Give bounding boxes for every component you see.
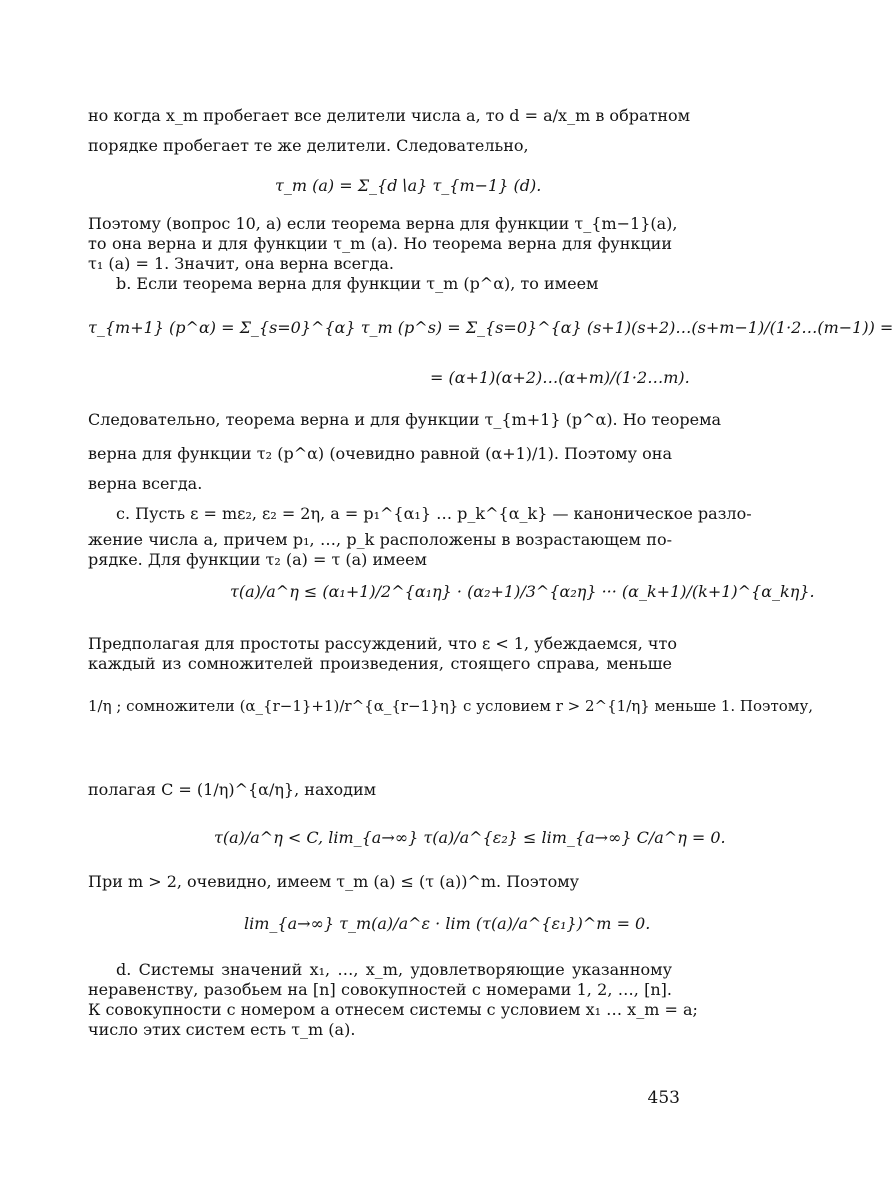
text-line-10: c. Пусть ε = mε₂, ε₂ = 2η, a = p₁^{α₁} … p_k^{α_k} — каноническое разло-: [116, 504, 752, 523]
text-line-7: Следовательно, теорема верна и для функции τ_{m+1} (p^α). Но теорема: [88, 410, 722, 429]
text-line-6: b. Если теорема верна для функции τ_m (p^α), то имеем: [116, 274, 599, 293]
formula-product-bound: τ(a)/a^η ≤ (α₁+1)/2^{α₁η} · (α₂+1)/3^{α₂η} ··· (α_k+1)/(k+1)^{α_kη}.: [230, 582, 815, 601]
text-line-1: но когда x_m пробегает все делители числа a, то d = a/x_m в обратном: [88, 106, 691, 125]
text-line-15: 1/η ; сомножители (α_{r−1}+1)/r^{α_{r−1}η} с условием r > 2^{1/η} меньше 1. Поэтому,: [88, 697, 814, 715]
formula-divisor-sum: τ_m (a) = Σ_{d∖a} τ_{m−1} (d).: [275, 176, 542, 195]
page-number: 453: [647, 1088, 680, 1108]
text-line-18: d. Системы значений x₁, …, x_m, удовлетворяющие указанному: [116, 960, 672, 979]
text-line-2: порядке пробегает те же делители. Следовательно,: [88, 136, 529, 155]
text-line-9: верна всегда.: [88, 474, 203, 493]
text-line-5: τ₁ (a) = 1. Значит, она верна всегда.: [88, 254, 394, 273]
text-line-4: то она верна и для функции τ_m (a). Но теорема верна для функции: [88, 234, 672, 253]
formula-limit-product: lim_{a→∞} τ_m(a)/a^ε · lim (τ(a)/a^{ε₁})^m = 0.: [244, 914, 651, 933]
text-line-11: жение числа a, причем p₁, …, p_k расположены в возрастающем по-: [88, 530, 672, 549]
text-line-17: При m > 2, очевидно, имеем τ_m (a) ≤ (τ (a))^m. Поэтому: [88, 872, 580, 891]
text-line-20: К совокупности с номером a отнесем системы с условием x₁ … x_m = a;: [88, 1000, 698, 1019]
formula-limit: τ(a)/a^η < C, lim_{a→∞} τ(a)/a^{ε₂} ≤ lim_{a→∞} C/a^η = 0.: [214, 828, 726, 847]
text-line-21: число этих систем есть τ_m (a).: [88, 1020, 356, 1039]
formula-tau-recursion: τ_{m+1} (p^α) = Σ_{s=0}^{α} τ_m (p^s) = Σ_{s=0}^{α} (s+1)(s+2)…(s+m−1)/(1·2…(m−1)) =: [88, 318, 893, 337]
text-line-3: Поэтому (вопрос 10, a) если теорема верна для функции τ_{m−1}(a),: [88, 214, 678, 233]
text-line-12: рядке. Для функции τ₂ (a) = τ (a) имеем: [88, 550, 427, 569]
text-line-13: Предполагая для простоты рассуждений, что ε < 1, убеждаемся, что: [88, 634, 677, 653]
text-line-16: полагая C = (1/η)^{α/η}, находим: [88, 780, 377, 799]
formula-tau-result: = (α+1)(α+2)…(α+m)/(1·2…m).: [430, 368, 690, 387]
text-line-19: неравенству, разобьем на [n] совокупностей с номерами 1, 2, …, [n].: [88, 980, 672, 999]
text-line-14: каждый из сомножителей произведения, стоящего справа, меньше: [88, 654, 672, 673]
text-line-8: верна для функции τ₂ (p^α) (очевидно равной (α+1)/1). Поэтому она: [88, 444, 672, 463]
